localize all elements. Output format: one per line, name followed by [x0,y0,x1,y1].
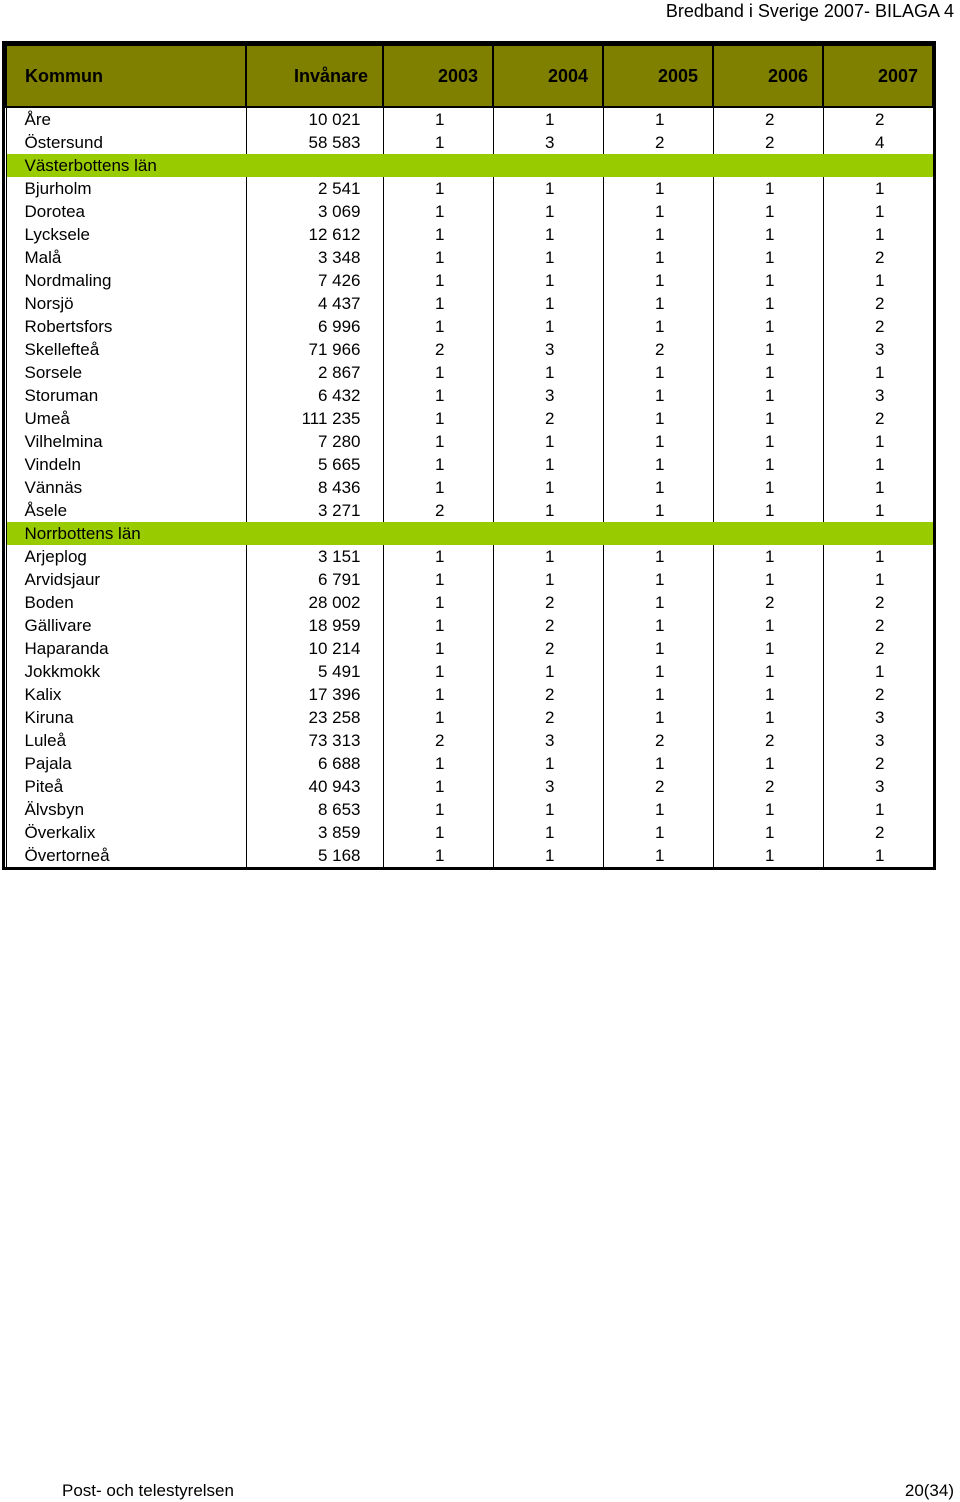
year-value-cell: 1 [823,430,933,453]
kommun-cell: Sorsele [6,361,246,384]
invanare-cell: 28 002 [246,591,383,614]
year-value-cell: 1 [383,107,493,131]
year-value-cell: 1 [383,223,493,246]
year-value-cell: 1 [383,614,493,637]
kommun-cell: Boden [6,591,246,614]
year-value-cell: 1 [713,407,823,430]
year-value-cell: 2 [713,729,823,752]
year-value-cell: 1 [713,614,823,637]
kommun-cell: Norsjö [6,292,246,315]
invanare-cell: 4 437 [246,292,383,315]
year-value-cell: 1 [713,821,823,844]
table-row [6,844,933,867]
invanare-cell: 17 396 [246,683,383,706]
year-value-cell: 2 [823,752,933,775]
year-value-cell: 1 [493,200,603,223]
table-row [6,591,933,614]
year-value-cell: 1 [603,683,713,706]
year-value-cell: 1 [603,821,713,844]
table-row [6,775,933,798]
invanare-cell: 10 021 [246,107,383,131]
page-footer [0,1480,960,1502]
page-header: Bredband i Sverige 2007- BILAGA 4 [665,1,954,21]
year-value-cell: 1 [493,568,603,591]
year-value-cell: 1 [603,292,713,315]
year-value-cell: 2 [493,407,603,430]
year-value-cell: 1 [603,177,713,200]
year-value-cell: 3 [493,775,603,798]
year-value-cell: 2 [823,683,933,706]
year-value-cell: 1 [713,683,823,706]
invanare-cell: 71 966 [246,338,383,361]
year-value-cell: 1 [713,637,823,660]
table-row [6,407,933,430]
year-value-cell: 2 [823,315,933,338]
table-row [6,614,933,637]
year-value-cell: 1 [603,545,713,568]
column-header-2003: 2003 [383,45,493,107]
year-value-cell: 1 [383,821,493,844]
invanare-cell: 3 859 [246,821,383,844]
kommun-cell: Åsele [6,499,246,522]
invanare-cell: 10 214 [246,637,383,660]
table-row [6,338,933,361]
invanare-cell: 5 491 [246,660,383,683]
year-value-cell: 1 [603,407,713,430]
year-value-cell: 1 [383,660,493,683]
year-value-cell: 2 [713,131,823,154]
year-value-cell: 2 [823,246,933,269]
year-value-cell: 1 [823,453,933,476]
table-row [6,131,933,154]
year-value-cell: 1 [383,706,493,729]
table-row [6,821,933,844]
kommun-cell: Vilhelmina [6,430,246,453]
kommun-cell: Arvidsjaur [6,568,246,591]
year-value-cell: 1 [823,476,933,499]
table-row [6,223,933,246]
year-value-cell: 1 [603,844,713,867]
kommun-cell: Luleå [6,729,246,752]
year-value-cell: 1 [383,545,493,568]
municipality-table [5,44,934,867]
table-row [6,361,933,384]
year-value-cell: 4 [823,131,933,154]
table-row [6,798,933,821]
kommun-cell: Bjurholm [6,177,246,200]
kommun-cell: Gällivare [6,614,246,637]
invanare-cell: 7 426 [246,269,383,292]
year-value-cell: 1 [603,315,713,338]
year-value-cell: 2 [823,614,933,637]
year-value-cell: 1 [603,430,713,453]
year-value-cell: 1 [713,844,823,867]
table-row [6,476,933,499]
year-value-cell: 2 [603,131,713,154]
kommun-cell: Storuman [6,384,246,407]
year-value-cell: 3 [823,338,933,361]
year-value-cell: 1 [493,430,603,453]
year-value-cell: 1 [383,269,493,292]
year-value-cell: 1 [383,775,493,798]
year-value-cell: 2 [823,407,933,430]
region-fill-cell [383,154,493,177]
column-header-invanare: Invånare [246,45,383,107]
year-value-cell: 1 [823,844,933,867]
column-header-2005: 2005 [603,45,713,107]
year-value-cell: 1 [823,798,933,821]
invanare-cell: 6 996 [246,315,383,338]
footer-page-number: 20(34) [904,1481,954,1500]
year-value-cell: 1 [713,499,823,522]
year-value-cell: 1 [383,476,493,499]
year-value-cell: 2 [823,107,933,131]
invanare-cell: 5 168 [246,844,383,867]
year-value-cell: 1 [603,798,713,821]
year-value-cell: 3 [823,729,933,752]
year-value-cell: 1 [823,200,933,223]
region-fill-cell [246,522,383,545]
year-value-cell: 1 [713,315,823,338]
year-value-cell: 1 [603,614,713,637]
year-value-cell: 1 [493,821,603,844]
region-fill-cell [713,154,823,177]
region-name: Västerbottens län [6,154,246,177]
year-value-cell: 1 [383,246,493,269]
year-value-cell: 1 [493,292,603,315]
year-value-cell: 1 [823,223,933,246]
year-value-cell: 2 [713,591,823,614]
year-value-cell: 1 [603,107,713,131]
year-value-cell: 2 [713,775,823,798]
year-value-cell: 1 [493,499,603,522]
year-value-cell: 1 [493,315,603,338]
year-value-cell: 1 [603,499,713,522]
year-value-cell: 1 [713,292,823,315]
table-row [6,499,933,522]
invanare-cell: 3 069 [246,200,383,223]
invanare-cell: 5 665 [246,453,383,476]
kommun-cell: Åre [6,107,246,131]
kommun-cell: Kiruna [6,706,246,729]
year-value-cell: 1 [383,430,493,453]
year-value-cell: 2 [493,706,603,729]
year-value-cell: 2 [383,499,493,522]
kommun-cell: Lycksele [6,223,246,246]
year-value-cell: 2 [493,591,603,614]
year-value-cell: 1 [493,223,603,246]
table-row [6,292,933,315]
year-value-cell: 1 [383,131,493,154]
invanare-cell: 73 313 [246,729,383,752]
year-value-cell: 1 [383,200,493,223]
table-row [6,246,933,269]
table-row [6,269,933,292]
year-value-cell: 1 [713,476,823,499]
table-row [6,568,933,591]
invanare-cell: 2 867 [246,361,383,384]
year-value-cell: 1 [603,476,713,499]
year-value-cell: 1 [603,223,713,246]
year-value-cell: 1 [603,453,713,476]
year-value-cell: 1 [823,568,933,591]
year-value-cell: 2 [823,637,933,660]
table-row [6,107,933,131]
column-header-2006: 2006 [713,45,823,107]
year-value-cell: 1 [493,660,603,683]
kommun-cell: Dorotea [6,200,246,223]
year-value-cell: 1 [603,361,713,384]
region-fill-cell [823,154,933,177]
table-row [6,177,933,200]
table-row [6,752,933,775]
kommun-cell: Jokkmokk [6,660,246,683]
region-row [6,522,933,545]
year-value-cell: 1 [383,683,493,706]
year-value-cell: 2 [383,338,493,361]
invanare-cell: 3 348 [246,246,383,269]
year-value-cell: 1 [603,591,713,614]
year-value-cell: 3 [493,384,603,407]
year-value-cell: 1 [713,200,823,223]
column-header-kommun: Kommun [6,45,246,107]
year-value-cell: 1 [713,798,823,821]
kommun-cell: Vännäs [6,476,246,499]
table-header-row [6,45,933,107]
table-row [6,453,933,476]
year-value-cell: 3 [823,706,933,729]
region-row [6,154,933,177]
region-fill-cell [493,154,603,177]
invanare-cell: 18 959 [246,614,383,637]
invanare-cell: 8 653 [246,798,383,821]
year-value-cell: 2 [603,775,713,798]
kommun-cell: Älvsbyn [6,798,246,821]
year-value-cell: 3 [823,384,933,407]
year-value-cell: 1 [823,499,933,522]
year-value-cell: 2 [493,614,603,637]
table-row [6,729,933,752]
year-value-cell: 1 [713,361,823,384]
year-value-cell: 1 [713,338,823,361]
year-value-cell: 1 [383,637,493,660]
year-value-cell: 1 [383,361,493,384]
year-value-cell: 1 [603,200,713,223]
year-value-cell: 1 [493,177,603,200]
kommun-cell: Umeå [6,407,246,430]
year-value-cell: 1 [383,798,493,821]
kommun-cell: Haparanda [6,637,246,660]
year-value-cell: 1 [383,453,493,476]
year-value-cell: 1 [383,315,493,338]
region-fill-cell [713,522,823,545]
year-value-cell: 1 [493,476,603,499]
region-fill-cell [603,522,713,545]
year-value-cell: 1 [383,177,493,200]
year-value-cell: 1 [603,706,713,729]
year-value-cell: 1 [603,752,713,775]
year-value-cell: 1 [493,798,603,821]
year-value-cell: 2 [603,338,713,361]
table-frame [2,41,936,870]
table-body [6,107,933,867]
year-value-cell: 1 [713,706,823,729]
kommun-cell: Vindeln [6,453,246,476]
year-value-cell: 1 [713,223,823,246]
year-value-cell: 1 [493,545,603,568]
invanare-cell: 6 432 [246,384,383,407]
year-value-cell: 1 [493,844,603,867]
invanare-cell: 40 943 [246,775,383,798]
invanare-cell: 6 688 [246,752,383,775]
year-value-cell: 1 [713,568,823,591]
year-value-cell: 1 [713,246,823,269]
year-value-cell: 2 [493,637,603,660]
kommun-cell: Robertsfors [6,315,246,338]
kommun-cell: Arjeplog [6,545,246,568]
invanare-cell: 58 583 [246,131,383,154]
year-value-cell: 3 [493,338,603,361]
year-value-cell: 3 [823,775,933,798]
year-value-cell: 1 [713,752,823,775]
year-value-cell: 1 [383,568,493,591]
table-row [6,683,933,706]
year-value-cell: 1 [493,752,603,775]
year-value-cell: 1 [713,453,823,476]
table-row [6,706,933,729]
year-value-cell: 1 [713,177,823,200]
year-value-cell: 1 [713,384,823,407]
year-value-cell: 1 [383,292,493,315]
table-row [6,200,933,223]
year-value-cell: 1 [713,660,823,683]
region-fill-cell [493,522,603,545]
kommun-cell: Övertorneå [6,844,246,867]
year-value-cell: 1 [493,246,603,269]
kommun-cell: Överkalix [6,821,246,844]
invanare-cell: 2 541 [246,177,383,200]
region-fill-cell [823,522,933,545]
invanare-cell: 23 258 [246,706,383,729]
year-value-cell: 1 [603,568,713,591]
column-header-2007: 2007 [823,45,933,107]
year-value-cell: 1 [493,453,603,476]
year-value-cell: 1 [493,361,603,384]
invanare-cell: 3 271 [246,499,383,522]
year-value-cell: 3 [493,729,603,752]
year-value-cell: 1 [383,384,493,407]
column-header-2004: 2004 [493,45,603,107]
table-row [6,315,933,338]
year-value-cell: 1 [493,107,603,131]
invanare-cell: 8 436 [246,476,383,499]
table-row [6,545,933,568]
year-value-cell: 1 [493,269,603,292]
region-fill-cell [246,154,383,177]
year-value-cell: 1 [383,407,493,430]
year-value-cell: 1 [383,752,493,775]
region-fill-cell [603,154,713,177]
invanare-cell: 6 791 [246,568,383,591]
kommun-cell: Malå [6,246,246,269]
year-value-cell: 1 [823,361,933,384]
year-value-cell: 3 [493,131,603,154]
table-row [6,384,933,407]
year-value-cell: 2 [493,683,603,706]
year-value-cell: 1 [603,384,713,407]
year-value-cell: 2 [713,107,823,131]
invanare-cell: 111 235 [246,407,383,430]
region-name: Norrbottens län [6,522,246,545]
year-value-cell: 2 [383,729,493,752]
kommun-cell: Östersund [6,131,246,154]
year-value-cell: 1 [823,177,933,200]
table-row [6,637,933,660]
table-row [6,660,933,683]
invanare-cell: 7 280 [246,430,383,453]
year-value-cell: 1 [713,430,823,453]
year-value-cell: 1 [823,269,933,292]
year-value-cell: 2 [603,729,713,752]
kommun-cell: Nordmaling [6,269,246,292]
kommun-cell: Pajala [6,752,246,775]
year-value-cell: 2 [823,292,933,315]
table-row [6,430,933,453]
year-value-cell: 1 [383,591,493,614]
kommun-cell: Kalix [6,683,246,706]
year-value-cell: 1 [603,246,713,269]
year-value-cell: 2 [823,591,933,614]
year-value-cell: 1 [713,269,823,292]
year-value-cell: 1 [603,637,713,660]
invanare-cell: 3 151 [246,545,383,568]
region-fill-cell [383,522,493,545]
invanare-cell: 12 612 [246,223,383,246]
year-value-cell: 1 [603,660,713,683]
year-value-cell: 1 [823,660,933,683]
kommun-cell: Skellefteå [6,338,246,361]
year-value-cell: 1 [823,545,933,568]
year-value-cell: 1 [383,844,493,867]
year-value-cell: 1 [713,545,823,568]
year-value-cell: 1 [603,269,713,292]
year-value-cell: 2 [823,821,933,844]
kommun-cell: Piteå [6,775,246,798]
footer-publisher: Post- och telestyrelsen [62,1481,234,1500]
